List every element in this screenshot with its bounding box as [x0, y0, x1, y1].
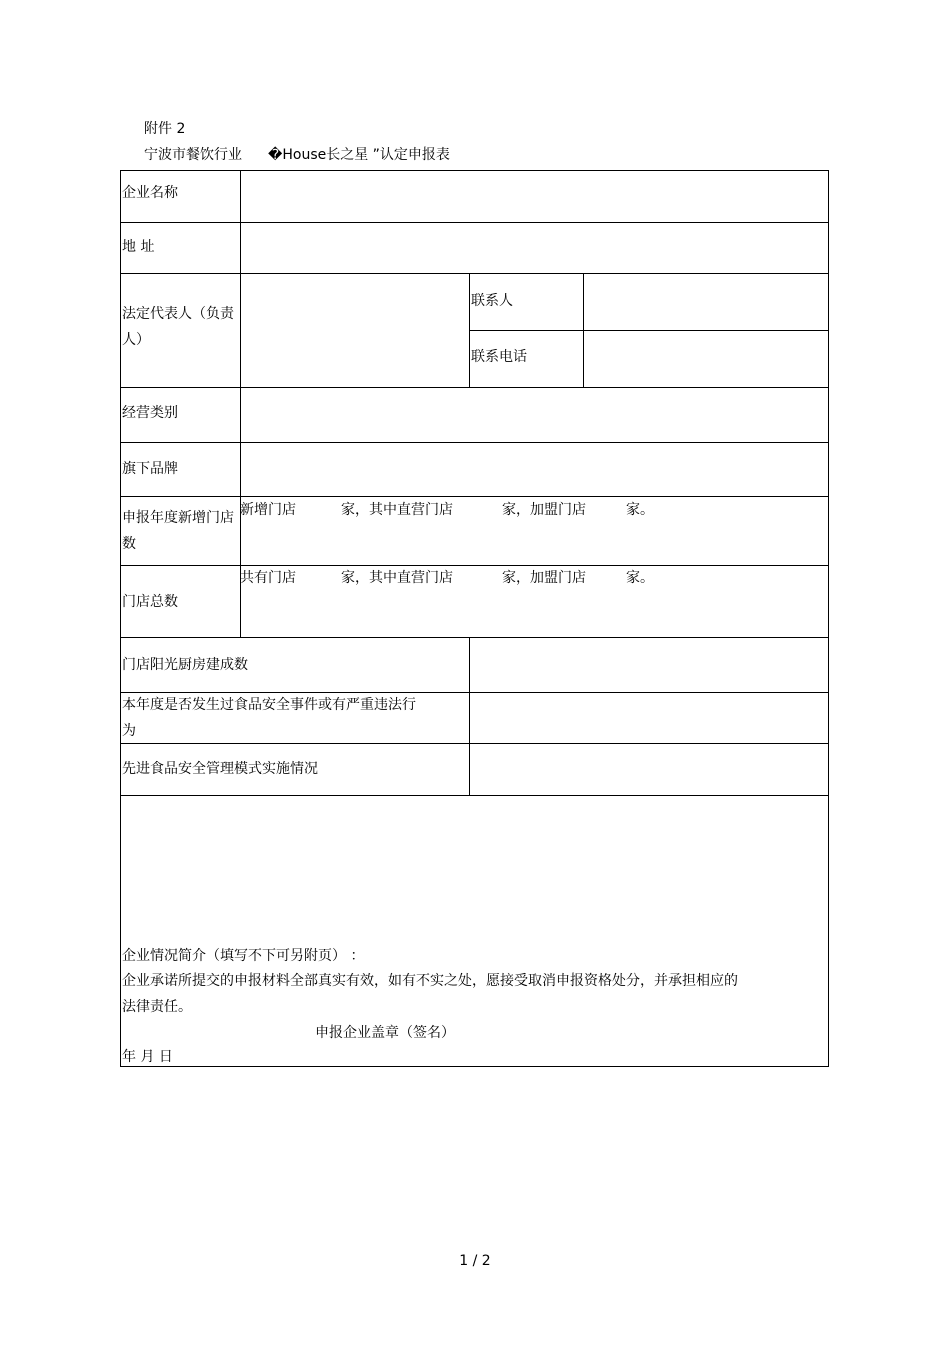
page-number: 1 / 2	[459, 1253, 491, 1269]
new-stores-b: 家，其中直营门店	[341, 502, 453, 518]
date-label: 年 月 日	[122, 1049, 173, 1065]
label-total-stores: 门店总数	[122, 594, 178, 610]
label-address: 地 址	[122, 239, 155, 255]
total-stores-d: 家。	[626, 570, 654, 586]
label-company-name: 企业名称	[122, 185, 178, 201]
attachment-label: 附件 2	[144, 121, 186, 137]
label-food-safety-event: 本年度是否发生过食品安全事件或有严重违法行为	[122, 697, 416, 739]
seal-signature-label: 申报企业盖章（签名）	[315, 1025, 455, 1041]
label-contact-phone: 联系电话	[471, 349, 527, 365]
total-stores-a: 共有门店	[240, 570, 296, 586]
total-stores-c: 家，加盟门店	[502, 570, 586, 586]
new-stores-a: 新增门店	[240, 502, 296, 518]
form-title-part1: 宁波市餐饮行业	[144, 147, 242, 163]
promise-text: 企业承诺所提交的申报材料全部真实有效，如有不实之处，愿接受取消申报资格处分，并承担相应的法律责任。	[122, 973, 738, 1015]
form-title-part2: �House长之星 ”认定申报表	[268, 147, 450, 163]
label-sunshine-kitchen: 门店阳光厨房建成数	[122, 657, 248, 673]
company-intro-label: 企业情况简介（填写不下可另附页） ：	[122, 948, 365, 964]
new-stores-c: 家，加盟门店	[502, 502, 586, 518]
label-business-type: 经营类别	[122, 405, 178, 421]
label-legal-representative: 法定代表人（负责人）	[122, 306, 234, 348]
label-brands: 旗下品牌	[122, 461, 178, 477]
new-stores-d: 家。	[626, 502, 654, 518]
label-new-stores: 申报年度新增门店数	[122, 510, 234, 552]
label-contact-person: 联系人	[471, 293, 513, 309]
label-advanced-mode: 先进食品安全管理模式实施情况	[122, 761, 318, 777]
total-stores-b: 家，其中直营门店	[341, 570, 453, 586]
